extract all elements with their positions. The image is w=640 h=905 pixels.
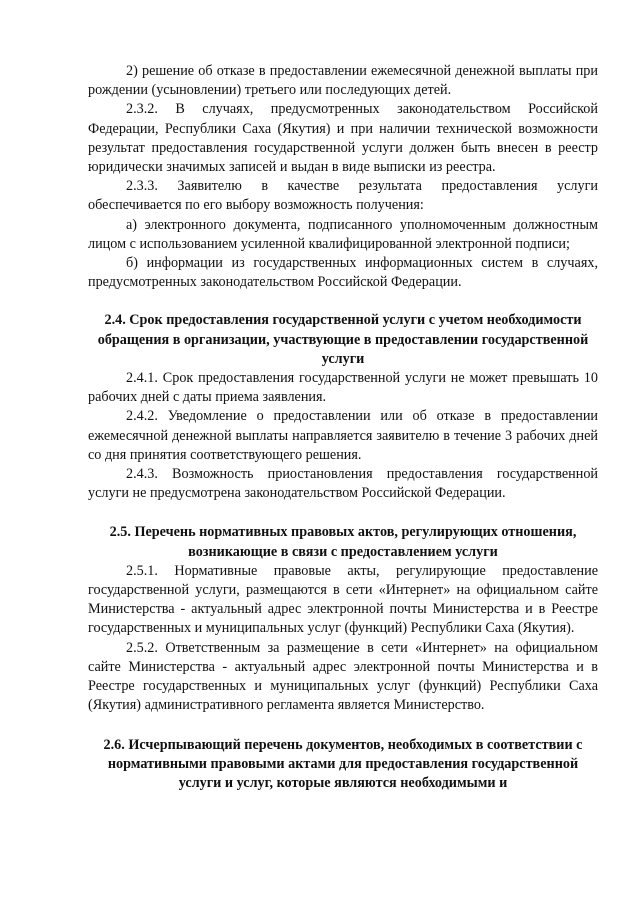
paragraph-refusal-decision: 2) решение об отказе в предоставлении ежемесячной денежной выплаты при рождении (усыновлении) третьего или последующих детей. xyxy=(88,63,598,99)
section-heading-2-5: 2.5. Перечень нормативных правовых актов, регулирующих отношения, возникающие в связи с предоставлением услуги xyxy=(109,524,577,560)
paragraph-2-4-1: 2.4.1. Срок предоставления государственной услуги не может превышать 10 рабочих дней с даты приема заявления. xyxy=(88,370,598,406)
section-heading-2-6: 2.6. Исчерпывающий перечень документов, необходимых в соответствии с нормативными правовыми актами для предоставления государственной услуги и услуг, которые являются необходимыми и xyxy=(103,736,583,791)
spacer xyxy=(88,503,598,523)
section-heading-2-4: 2.4. Срок предоставления государственной услуги с учетом необходимости обращения в организации, участвующие в предоставлении государственной услуги xyxy=(97,312,589,367)
paragraph-2-3-2: 2.3.2. В случаях, предусмотренных законодательством Российской Федерации, Республики Саха (Якутия) и при наличии технической возможности результат предоставления государственной услуги должен быть внесен в реестр юридически значимых записей и выдан в виде выписки из реестра. xyxy=(88,101,598,176)
spacer xyxy=(88,716,598,736)
paragraph-2-4-3: 2.4.3. Возможность приостановления предоставления государственной услуги не предусмотрена законодательством Российской Федерации. xyxy=(88,466,598,502)
document-page xyxy=(88,62,598,793)
spacer xyxy=(88,292,598,311)
paragraph-2-4-2: 2.4.2. Уведомление о предоставлении или об отказе в предоставлении ежемесячной денежной выплаты направляется заявителю в течение 3 рабочих дней со дня принятия соответствующего решения. xyxy=(88,408,598,463)
paragraph-2-3-3: 2.3.3. Заявителю в качестве результата предоставления услуги обеспечивается по его выбору возможность получения: xyxy=(88,178,598,214)
paragraph-2-5-2: 2.5.2. Ответственным за размещение в сети «Интернет» на официальном сайте Министерства - актуальный адрес электронной почты Министерства и в Реестре государственных и муниципальных услуг (функций) Республики Саха (Якутия) административного регламента является Министерство. xyxy=(88,639,598,714)
paragraph-2-5-1: 2.5.1. Нормативные правовые акты, регулирующие предоставление государственной услуги, размещаются в сети «Интернет» на официальном сайте Министерства - актуальный адрес электронной почты Министерства и в Реестре государственных и муниципальных услуг (функций) Республики Саха (Якутия). xyxy=(88,562,598,637)
paragraph-option-a: а) электронного документа, подписанного уполномоченным должностным лицом с использованием усиленной квалифицированной электронной подписи; xyxy=(88,216,598,252)
paragraph-option-b: б) информации из государственных информационных систем в случаях, предусмотренных законодательством Российской Федерации. xyxy=(88,255,598,291)
